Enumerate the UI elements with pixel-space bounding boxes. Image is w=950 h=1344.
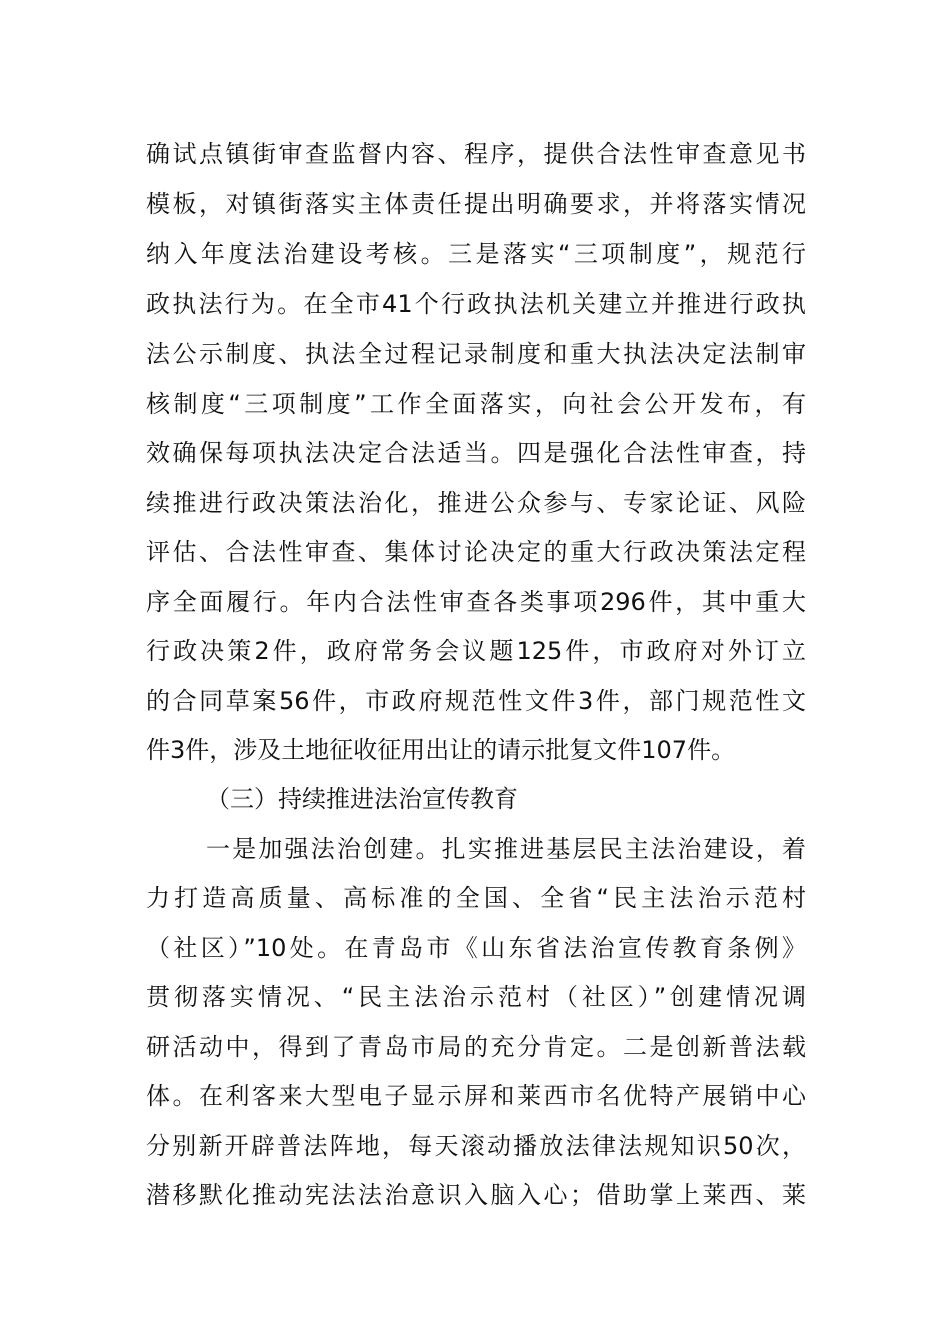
paragraph-line: 贯彻落实情况、“民主法治示范村（社区）”创建情况调 (146, 983, 806, 1011)
paragraph-line: 力打造高质量、高标准的全国、全省“民主法治示范村 (146, 884, 806, 912)
paragraph-line: 模板，对镇街落实主体责任提出明确要求，并将落实情况 (146, 190, 806, 218)
paragraph-line: 体。在利客来大型电子显示屏和莱西市名优特产展销中心 (146, 1082, 806, 1110)
paragraph-line: 效确保每项执法决定合法适当。四是强化合法性审查，持 (146, 439, 806, 467)
paragraph-line: 确试点镇街审查监督内容、程序，提供合法性审查意见书 (146, 140, 806, 168)
paragraph-line: 纳入年度法治建设考核。三是落实“三项制度”，规范行 (146, 240, 806, 268)
paragraph-line: 行政决策2件，政府常务会议题125件，市政府对外订立 (146, 637, 806, 665)
paragraph-line: 法公示制度、执法全过程记录制度和重大执法决定法制审 (146, 340, 806, 368)
paragraph-line: 序全面履行。年内合法性审查各类事项296件，其中重大 (146, 588, 806, 616)
paragraph-line: 件3件，涉及土地征收征用出让的请示批复文件107件。 (146, 736, 736, 764)
paragraph-line: 核制度“三项制度”工作全面落实，向社会公开发布，有 (146, 390, 806, 418)
paragraph-line: 研活动中，得到了青岛市局的充分肯定。二是创新普法载 (146, 1033, 806, 1061)
paragraph-line: （社区）”10处。在青岛市《山东省法治宣传教育条例》 (146, 934, 806, 962)
paragraph-line: 政执法行为。在全市41个行政执法机关建立并推进行政执 (146, 290, 806, 318)
paragraph-line: 分别新开辟普法阵地，每天滚动播放法律法规知识50次， (146, 1132, 806, 1160)
paragraph-line: 续推进行政决策法治化，推进公众参与、专家论证、风险 (146, 489, 806, 517)
paragraph-line: 的合同草案56件，市政府规范性文件3件，部门规范性文 (146, 687, 806, 715)
paragraph-line: 潜移默化推动宪法法治意识入脑入心；借助掌上莱西、莱 (146, 1181, 806, 1209)
paragraph-line: 评估、合法性审查、集体讨论决定的重大行政决策法定程 (146, 538, 806, 566)
section-heading: （三）持续推进法治宣传教育 (206, 785, 518, 813)
paragraph-line: 一是加强法治创建。扎实推进基层民主法治建设，着 (206, 835, 806, 863)
